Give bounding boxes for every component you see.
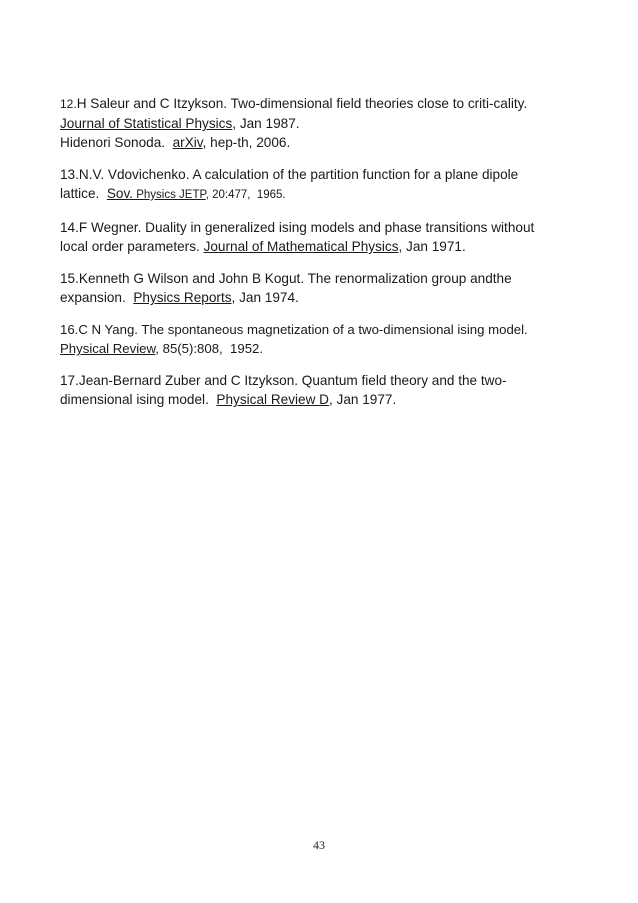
reference-text: H Saleur and C Itzykson. Two-dimensional field theories close to criti-cality. bbox=[76, 96, 528, 111]
reference-line bbox=[60, 184, 600, 205]
reference-text: dimensional ising model. bbox=[60, 392, 217, 407]
reference-line bbox=[60, 114, 600, 133]
reference-citation: , Jan 1987. bbox=[232, 116, 300, 131]
reference-line bbox=[60, 269, 600, 288]
journal-link[interactable] bbox=[107, 186, 206, 201]
reference-text: lattice. bbox=[60, 186, 107, 201]
reference-text: N.V. Vdovichenko. A calculation of the partition function for a plane dipole bbox=[78, 167, 519, 182]
reference-12 bbox=[60, 94, 600, 152]
reference-line bbox=[60, 339, 600, 358]
reference-text: Jean-Bernard Zuber and C Itzykson. Quantum field theory and the two- bbox=[78, 373, 507, 388]
reference-line bbox=[60, 390, 600, 409]
reference-line bbox=[60, 94, 600, 114]
reference-text: local order parameters. bbox=[60, 239, 204, 254]
reference-citation: , 20:477, 1965. bbox=[205, 189, 286, 201]
reference-13 bbox=[60, 165, 600, 205]
reference-15 bbox=[60, 269, 600, 307]
reference-number: 13. bbox=[60, 167, 79, 182]
journal-link[interactable]: Journal of Statistical Physics bbox=[60, 116, 233, 131]
reference-line bbox=[60, 165, 600, 184]
reference-list bbox=[60, 94, 600, 422]
reference-text: F Wegner. Duality in generalized ising models and phase transitions without bbox=[78, 220, 535, 235]
reference-line bbox=[60, 371, 600, 390]
reference-number: 15. bbox=[60, 271, 79, 286]
reference-text: Kenneth G Wilson and John B Kogut. The renormalization group andthe bbox=[78, 271, 512, 286]
reference-number: 16. bbox=[60, 322, 79, 337]
reference-16 bbox=[60, 320, 600, 358]
reference-number: 14. bbox=[60, 220, 79, 235]
reference-line bbox=[60, 133, 600, 152]
reference-line bbox=[60, 320, 600, 339]
reference-citation: , Jan 1974. bbox=[231, 290, 299, 305]
reference-line bbox=[60, 218, 600, 237]
reference-citation: , Jan 1977. bbox=[328, 392, 397, 407]
reference-citation: , Jan 1971. bbox=[398, 239, 466, 254]
journal-link[interactable]: Physics Reports bbox=[133, 290, 232, 305]
reference-citation: , 85(5):808, 1952. bbox=[155, 341, 264, 356]
journal-link-abbrev: Sov. bbox=[106, 186, 134, 201]
journal-link[interactable]: arXiv bbox=[172, 135, 203, 150]
reference-line bbox=[60, 237, 600, 256]
reference-line bbox=[60, 288, 600, 307]
journal-link-name: Physics JETP bbox=[133, 189, 206, 201]
reference-author: Hidenori Sonoda. bbox=[60, 135, 173, 150]
reference-number: 17. bbox=[60, 373, 79, 388]
reference-17 bbox=[60, 371, 600, 409]
reference-citation: , hep-th, 2006. bbox=[202, 135, 291, 150]
reference-text: C N Yang. The spontaneous magnetization of a two-dimensional ising model. bbox=[78, 322, 528, 337]
reference-number: 12. bbox=[60, 97, 77, 111]
reference-14 bbox=[60, 218, 600, 256]
journal-link[interactable]: Physical Review bbox=[60, 341, 156, 356]
page-number: 43 bbox=[313, 838, 325, 852]
journal-link[interactable]: Journal of Mathematical Physics bbox=[203, 239, 399, 254]
journal-link[interactable]: Physical Review D bbox=[216, 392, 329, 407]
reference-text: expansion. bbox=[60, 290, 134, 305]
